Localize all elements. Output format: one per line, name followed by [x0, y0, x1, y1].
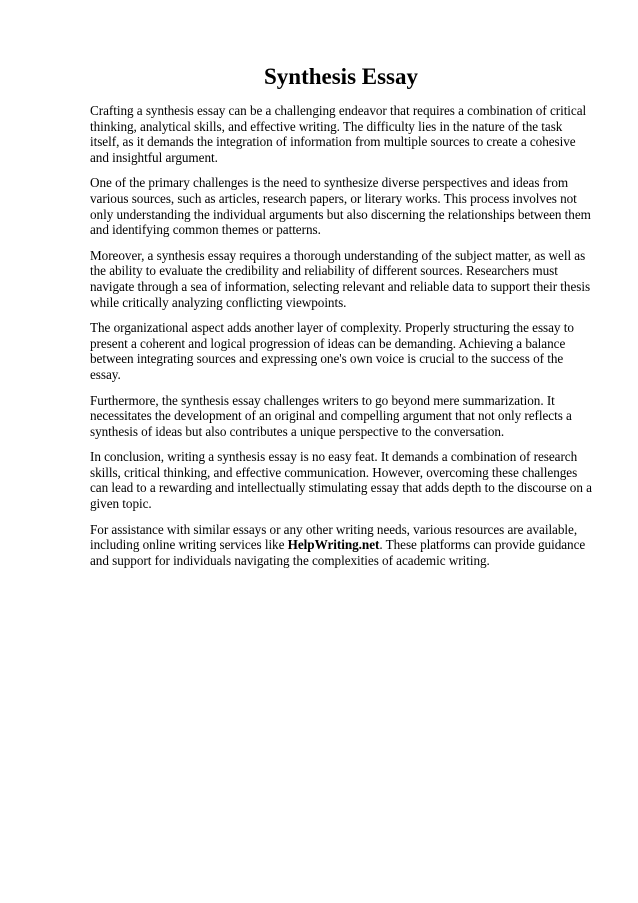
paragraph-7: [90, 522, 592, 569]
paragraph-4: The organizational aspect adds another layer of complexity. Properly structuring the essay to present a coherent and logical progression of ideas can be demanding. Achieving a balance between integrating sources and expressing one's own voice is crucial to the success of the essay.: [90, 320, 574, 382]
paragraph-7-text-before: For assistance with similar essays or any other writing needs, various resources are available, including online writing services like: [90, 521, 578, 553]
paragraph-5: Furthermore, the synthesis essay challenges writers to go beyond mere summarization. It necessitates the development of an original and compelling argument that not only reflects a synthesis of ideas but also contributes a unique perspective to the conversation.: [90, 392, 572, 439]
paragraph-6: In conclusion, writing a synthesis essay is no easy feat. It demands a combination of research skills, critical thinking, and effective communication. However, overcoming these challenges can lead to a rewarding and intellectually stimulating essay that adds depth to the discourse on a given topic.: [90, 449, 592, 512]
paragraph-1: Crafting a synthesis essay can be a challenging endeavor that requires a combination of critical thinking, analytical skills, and effective writing. The difficulty lies in the nature of the task itself, as it demands the integration of information from multiple sources to create a cohesive and insightful argument.: [90, 103, 587, 165]
page-title: Synthesis Essay: [263, 64, 419, 89]
helpwriting-link[interactable]: HelpWriting.net: [287, 537, 380, 553]
paragraph-2: One of the primary challenges is the need to synthesize diverse perspectives and ideas from various sources, such as articles, research papers, or literary works. This process involves not only understanding the individual arguments but also discerning the relationships between them and identifying common themes or patterns.: [90, 175, 591, 238]
paragraph-3: Moreover, a synthesis essay requires a thorough understanding of the subject matter, as well as the ability to evaluate the credibility and reliability of different sources. Researchers must navigate through a sea of information, selecting relevant and reliable data to support their thesis while critically analyzing conflicting viewpoints.: [90, 247, 591, 310]
paragraph-7-text-after: . These platforms can provide guidance and support for individuals navigating the complexities of academic writing.: [90, 537, 586, 568]
